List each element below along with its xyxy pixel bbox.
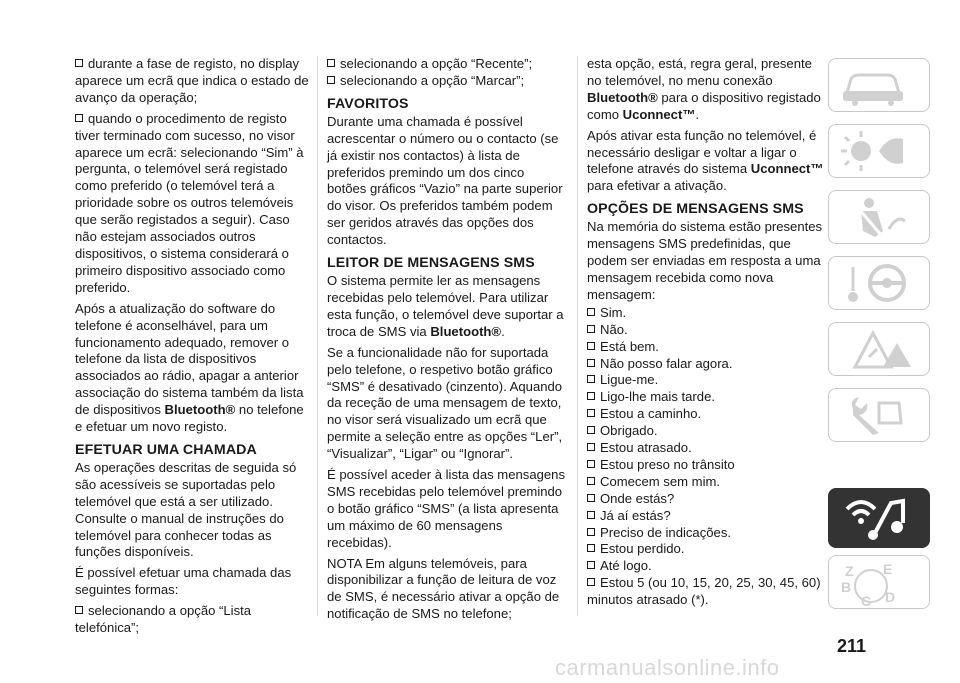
list-item: Estou atrasado. bbox=[587, 440, 825, 457]
car-icon bbox=[839, 63, 919, 107]
list-item: Está bem. bbox=[587, 339, 825, 356]
svg-text:D: D bbox=[885, 589, 896, 605]
bullet-square-icon bbox=[327, 59, 335, 67]
light-icon bbox=[839, 129, 919, 173]
list-item: Preciso de indicações. bbox=[587, 525, 825, 542]
bullet-square-icon bbox=[587, 528, 595, 536]
column-3 bbox=[587, 56, 825, 609]
bullet-square-icon bbox=[587, 308, 595, 316]
paragraph: NOTA Em alguns telemóveis, para disponibilizar a função de leitura de voz de SMS, é necessário ativar a opção de notificação de SMS no telefone; bbox=[327, 555, 560, 622]
bullet-square-icon bbox=[587, 561, 595, 569]
paragraph: Na memória do sistema estão presentes mensagens SMS predefinidas, que podem ser enviadas em resposta a uma mensagem recebida como nova mensagem: bbox=[587, 219, 823, 302]
list-item: Obrigado. bbox=[587, 423, 825, 440]
bullet-square-icon bbox=[75, 606, 83, 614]
column-2 bbox=[327, 56, 565, 627]
bullet-square-icon bbox=[587, 325, 595, 333]
paragraph: As operações descritas de seguida só são acessíveis se suportadas pelo telemóvel que está a ser utilizado. Consulte o manual de instruções do telemóvel para conhecer todas as funções disponíveis. bbox=[75, 459, 297, 560]
bullet-square-icon bbox=[587, 359, 595, 367]
svg-text:C: C bbox=[861, 593, 872, 608]
list-item: Estou perdido. bbox=[587, 541, 825, 558]
paragraph: Após a atualização do software do telefone é aconselhável, para um funcionamento adequado, remover o telefone da lista de dispositivos associados ao rádio, apagar a anterior associação do sistema também da lista de dispositivos Bluetooth® no telefone e efetuar um novo registo. bbox=[75, 300, 304, 435]
bullet-square-icon bbox=[327, 76, 335, 84]
section-heading: LEITOR DE MENSAGENS SMS bbox=[327, 255, 535, 272]
footer-watermark: carmanualsonline.info bbox=[555, 655, 780, 680]
paragraph: É possível aceder à lista das mensagens SMS recebidas pelo telemóvel premindo o botão gráfico “SMS” (a lista apresenta um máximo de 60 mensagens recebidas). bbox=[327, 467, 566, 550]
tab-maintenance[interactable] bbox=[828, 388, 930, 442]
bullet-square-icon bbox=[587, 511, 595, 519]
list-item: Até logo. bbox=[587, 558, 825, 575]
list-item: Não posso falar agora. bbox=[587, 356, 825, 373]
column-1 bbox=[75, 56, 313, 641]
bullet-square-icon bbox=[587, 375, 595, 383]
warning-triangle-icon bbox=[839, 327, 919, 371]
bullet-square-icon bbox=[587, 426, 595, 434]
bullet-square-icon bbox=[75, 114, 83, 122]
list-item: Estou a caminho. bbox=[587, 406, 825, 423]
bullet-item: selecionando a opção “Marcar”; bbox=[327, 73, 565, 90]
seatbelt-icon bbox=[839, 195, 919, 239]
list-item: Ligo-lhe mais tarde. bbox=[587, 389, 825, 406]
music-radio-icon bbox=[839, 493, 919, 543]
list-item: Onde estás? bbox=[587, 491, 825, 508]
bullet-item: quando o procedimento de registo tiver terminado com sucesso, no visor aparece um ecrã: selecionando “Sim” à pergunta, o telemóvel será registado como preferido (o telemóvel terá a prioridade sobre os outros telemóveis que serão registados a seguir). Caso não estejam associados outros dispositivos, o sistema considerará o primeiro dispositivo associado como preferido. bbox=[75, 110, 304, 295]
bullet-square-icon bbox=[587, 578, 595, 586]
svg-text:E: E bbox=[883, 561, 893, 577]
tab-starting[interactable] bbox=[828, 256, 930, 310]
bullet-square-icon bbox=[587, 409, 595, 417]
bullet-square-icon bbox=[587, 494, 595, 502]
list-item: Ligue-me. bbox=[587, 372, 825, 389]
list-item: Já aí estás? bbox=[587, 508, 825, 525]
bullet-square-icon bbox=[75, 59, 83, 67]
column-divider bbox=[577, 56, 578, 616]
paragraph: Se a funcionalidade não for suportada pelo telefone, o respetivo botão gráfico “SMS” é desativado (cinzento). Aquando da receção de uma mensagem de texto, no visor será visualizado um ecrã que permite a seleção entre as opções “Ler”, “Visualizar”, “Ligar” ou “Ignorar”. bbox=[327, 344, 563, 462]
column-divider bbox=[317, 56, 318, 616]
paragraph: Após ativar esta função no telemóvel, é necessário desligar e voltar a ligar o telefone através do sistema Uconnect™ para efetivar a ativação. bbox=[587, 127, 824, 194]
tab-lights[interactable] bbox=[828, 124, 930, 178]
paragraph: Durante uma chamada é possível acrescentar o número ou o contacto (se já existir nos contactos) à lista de preferidos premindo um dos cinco botões gráficos “Vazio” na parte superior do visor. Os preferidos também podem ser geridos através das opções dos contactos. bbox=[327, 113, 563, 248]
bullet-item: durante a fase de registo, no display aparece um ecrã que indica o estado de avanço da operação; bbox=[75, 56, 309, 105]
bullet-square-icon bbox=[587, 342, 595, 350]
bullet-item: selecionando a opção “Lista telefónica”; bbox=[75, 603, 252, 636]
list-item: Estou preso no trânsito bbox=[587, 457, 825, 474]
list-item: Estou 5 (ou 10, 15, 20, 25, 30, 45, 60) minutos atrasado (*). bbox=[587, 575, 821, 608]
tab-multimedia[interactable] bbox=[828, 488, 930, 548]
tab-emergency[interactable] bbox=[828, 322, 930, 376]
list-item: Sim. bbox=[587, 305, 825, 322]
bullet-item: selecionando a opção “Recente”; bbox=[327, 56, 565, 73]
alphabet-index-icon bbox=[839, 560, 919, 608]
bullet-square-icon bbox=[587, 443, 595, 451]
bullet-square-icon bbox=[587, 460, 595, 468]
list-item: Comecem sem mim. bbox=[587, 474, 825, 491]
svg-text:B: B bbox=[841, 579, 852, 595]
bullet-square-icon bbox=[587, 392, 595, 400]
tab-car[interactable] bbox=[828, 58, 930, 112]
page-number: 211 bbox=[837, 636, 867, 656]
section-heading: FAVORITOS bbox=[327, 95, 409, 112]
paragraph: O sistema permite ler as mensagens recebidas pelo telemóvel. Para utilizar esta função, o telemóvel deve suportar a troca de SMS via Bluetooth®. bbox=[327, 273, 564, 339]
list-item: Não. bbox=[587, 322, 825, 339]
section-heading: EFETUAR UMA CHAMADA bbox=[75, 441, 257, 458]
svg-text:Z: Z bbox=[845, 563, 854, 579]
bullet-square-icon bbox=[587, 477, 595, 485]
steering-key-icon bbox=[839, 261, 919, 305]
sms-options-list bbox=[587, 305, 825, 609]
wrench-icon bbox=[839, 393, 919, 437]
section-heading: OPÇÕES DE MENSAGENS SMS bbox=[587, 201, 804, 218]
paragraph: É possível efetuar uma chamada das seguintes formas: bbox=[75, 565, 292, 598]
paragraph: esta opção, está, regra geral, presente no telemóvel, no menu conexão Bluetooth® para o dispositivo registado como Uconnect™. bbox=[587, 56, 821, 122]
bullet-square-icon bbox=[587, 544, 595, 552]
tab-safety[interactable] bbox=[828, 190, 930, 244]
tab-index[interactable] bbox=[828, 555, 930, 609]
